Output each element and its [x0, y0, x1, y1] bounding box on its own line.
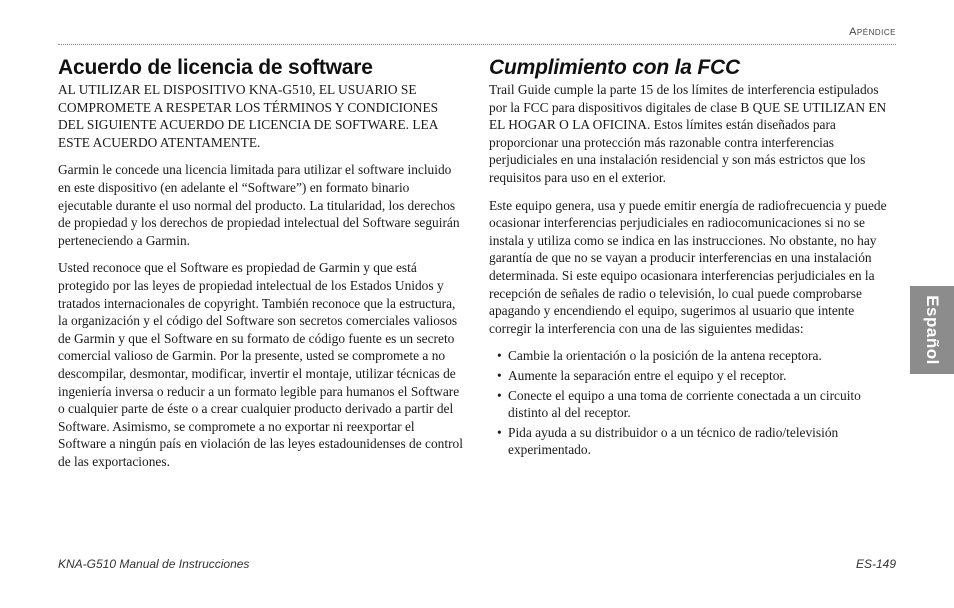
license-column [58, 56, 466, 480]
language-tab[interactable] [910, 286, 954, 374]
footer-manual-title: KNA-G510 Manual de Instrucciones [58, 557, 250, 571]
language-tab-label: Español [923, 295, 942, 365]
fcc-paragraph: Este equipo genera, usa y puede emitir energía de radiofrecuencia y puede ocasionar interferencias perjudiciales en radiocomunicaciones si no se instala y utiliza como se indica en las instrucciones. No obstante, no hay garantía de que no se vayan a producir interferencias en una instalación determinada. Si este equipo ocasionara interferencias perjudiciales en la recepción de señales de radio o televisión, lo cual puede comprobarse apagando y encendiendo el equipo, sugerimos al usuario que intente corregir la interferencia con una de las siguientes medidas: [489, 197, 887, 336]
header-divider [58, 44, 896, 45]
list-item: • Aumente la separación entre el equipo y el receptor. [489, 367, 897, 385]
fcc-title: Cumplimiento con la FCC [489, 56, 740, 79]
license-paragraph: AL UTILIZAR EL DISPOSITIVO KNA-G510, EL USUARIO SE COMPROMETE A RESPETAR LOS TÉRMINOS Y CONDICIONES DEL SIGUIENTE ACUERDO DE LICENCIA DE SOFTWARE. LEA ESTE ACUERDO ATENTAMENTE. [58, 82, 439, 150]
fcc-column [489, 56, 897, 461]
list-item: • Conecte el equipo a una toma de corriente conectada a un circuito distinto al del receptor. [489, 387, 897, 422]
footer-page-number: ES-149 [855, 557, 896, 571]
license-paragraph: Garmin le concede una licencia limitada para utilizar el software incluido en este dispositivo (en adelante el “Software”) en formato binario ejecutable durante el uso normal del producto. La titularidad, los derechos de propiedad y los derechos de propiedad intelectual del Software seguirán perteneciendo a Garmin. [58, 162, 460, 248]
fcc-paragraph: Trail Guide cumple la parte 15 de los límites de interferencia estipulados por la FCC para dispositivos digitales de clase B QUE SE UTILIZAN EN EL HOGAR O LA OFICINA. Estos límites están diseñados para proporcionar una protección más razonable contra interferencias perjudiciales en una instalación residencial y son más estrictos que los requisitos para uso en el exterior. [489, 82, 887, 185]
section-header: Apéndice [849, 26, 896, 38]
license-title: Acuerdo de licencia de software [58, 56, 373, 79]
list-item: • Pida ayuda a su distribuidor o a un técnico de radio/televisión experimentado. [489, 424, 897, 459]
list-item: • Cambie la orientación o la posición de la antena receptora. [489, 347, 897, 365]
license-paragraph: Usted reconoce que el Software es propiedad de Garmin y que está protegido por las leyes de propiedad intelectual de los Estados Unidos y tratados internacionales de copyright. También reconoce que la estructura, la organización y el código del Software son secretos comerciales valiosos de Garmin y que el Software en su formato de código fuente es un secreto comercial valioso de Garmin. Por la presente, usted se compromete a no descompilar, desmontar, modificar, invertir el montaje, utilizar técnicas de ingeniería inversa o reducir a un formato legible para humanos el Software o cualquier parte de éste o a crear cualquier producto derivado a partir del Software. Asimismo, se compromete a no exportar ni reexportar el Software a ningún país en violación de las leyes estadounidenses de control de las exportaciones. [58, 260, 463, 469]
fcc-measures-list [489, 347, 897, 459]
